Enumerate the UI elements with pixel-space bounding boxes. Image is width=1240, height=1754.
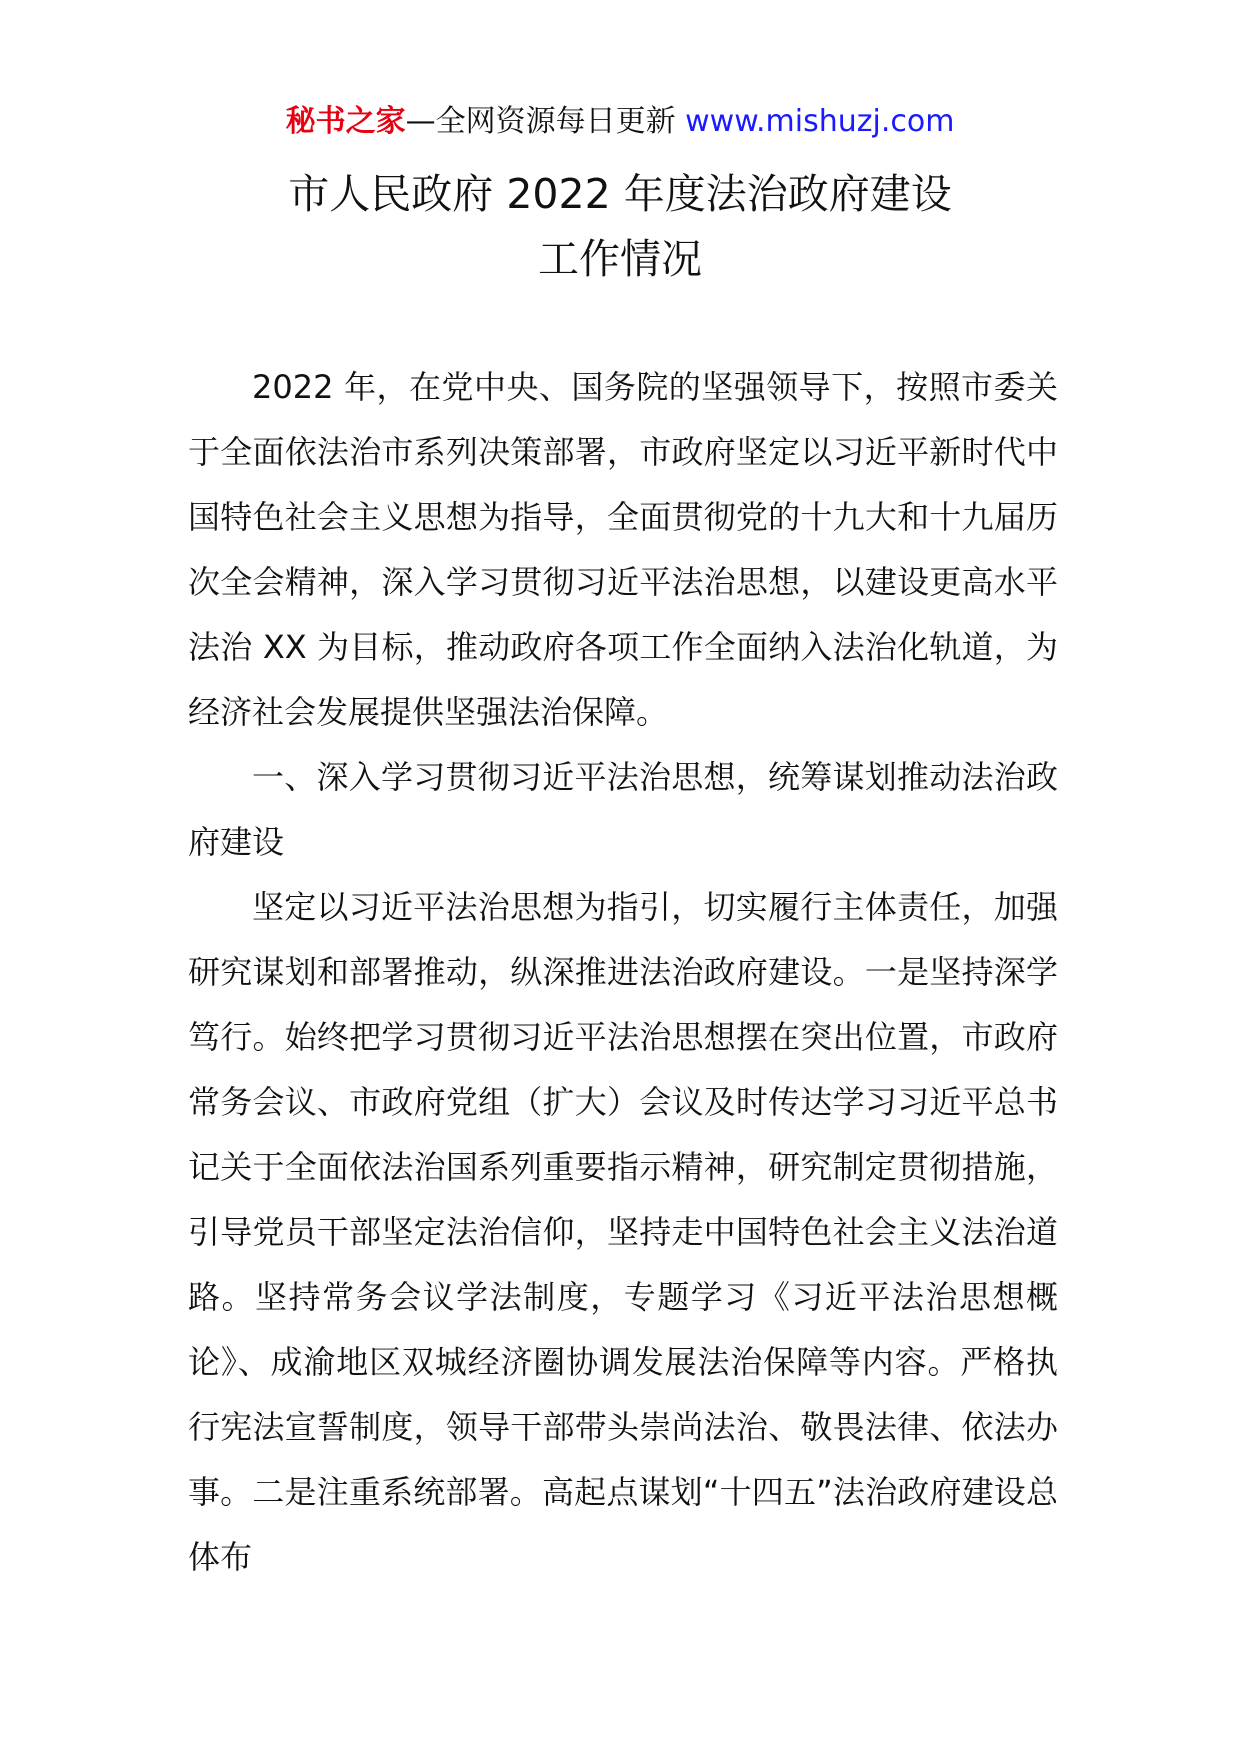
site-header [0,100,1240,144]
paragraph-section1: 坚定以习近平法治思想为指引，切实履行主体责任，加强研究谋划和部署推动，纵深推进法治政府建设。一是坚持深学笃行。始终把学习贯彻习近平法治思想摆在突出位置，市政府常务会议、市政府党组（扩大）会议及时传达学习习近平总书记关于全面依法治国系列重要指示精神，研究制定贯彻措施，引导党员干部坚定法治信仰，坚持走中国特色社会主义法治道路。坚持常务会议学法制度，专题学习《习近平法治思想概论》、成渝地区双城经济圈协调发展法治保障等内容。严格执行宪法宣誓制度，领导干部带头崇尚法治、敬畏法律、依法办事。二是注重系统部署。高起点谋划“十四五”法治政府建设总体布 [188,888,1058,1576]
document-title-line2: 工作情况 [538,235,702,283]
site-slogan: —全网资源每日更新 [405,104,686,139]
section-heading-1: 一、深入学习贯彻习近平法治思想，统筹谋划推动法治政府建设 [188,758,1058,861]
document-body [188,355,1058,1590]
site-brand: 秘书之家 [285,104,406,139]
document-title-line1: 市人民政府 2022 年度法治政府建设 [288,170,952,218]
site-url-link[interactable]: www.mishuzj.com [685,104,955,139]
paragraph-intro: 2022 年，在党中央、国务院的坚强领导下，按照市委关于全面依法治市系列决策部署，市政府坚定以习近平新时代中国特色社会主义思想为指导，全面贯彻党的十九大和十九届历次全会精神，深入学习贯彻习近平法治思想，以建设更高水平法治 XX 为目标，推动政府各项工作全面纳入法治化轨道，为经济社会发展提供坚强法治保障。 [188,368,1058,731]
